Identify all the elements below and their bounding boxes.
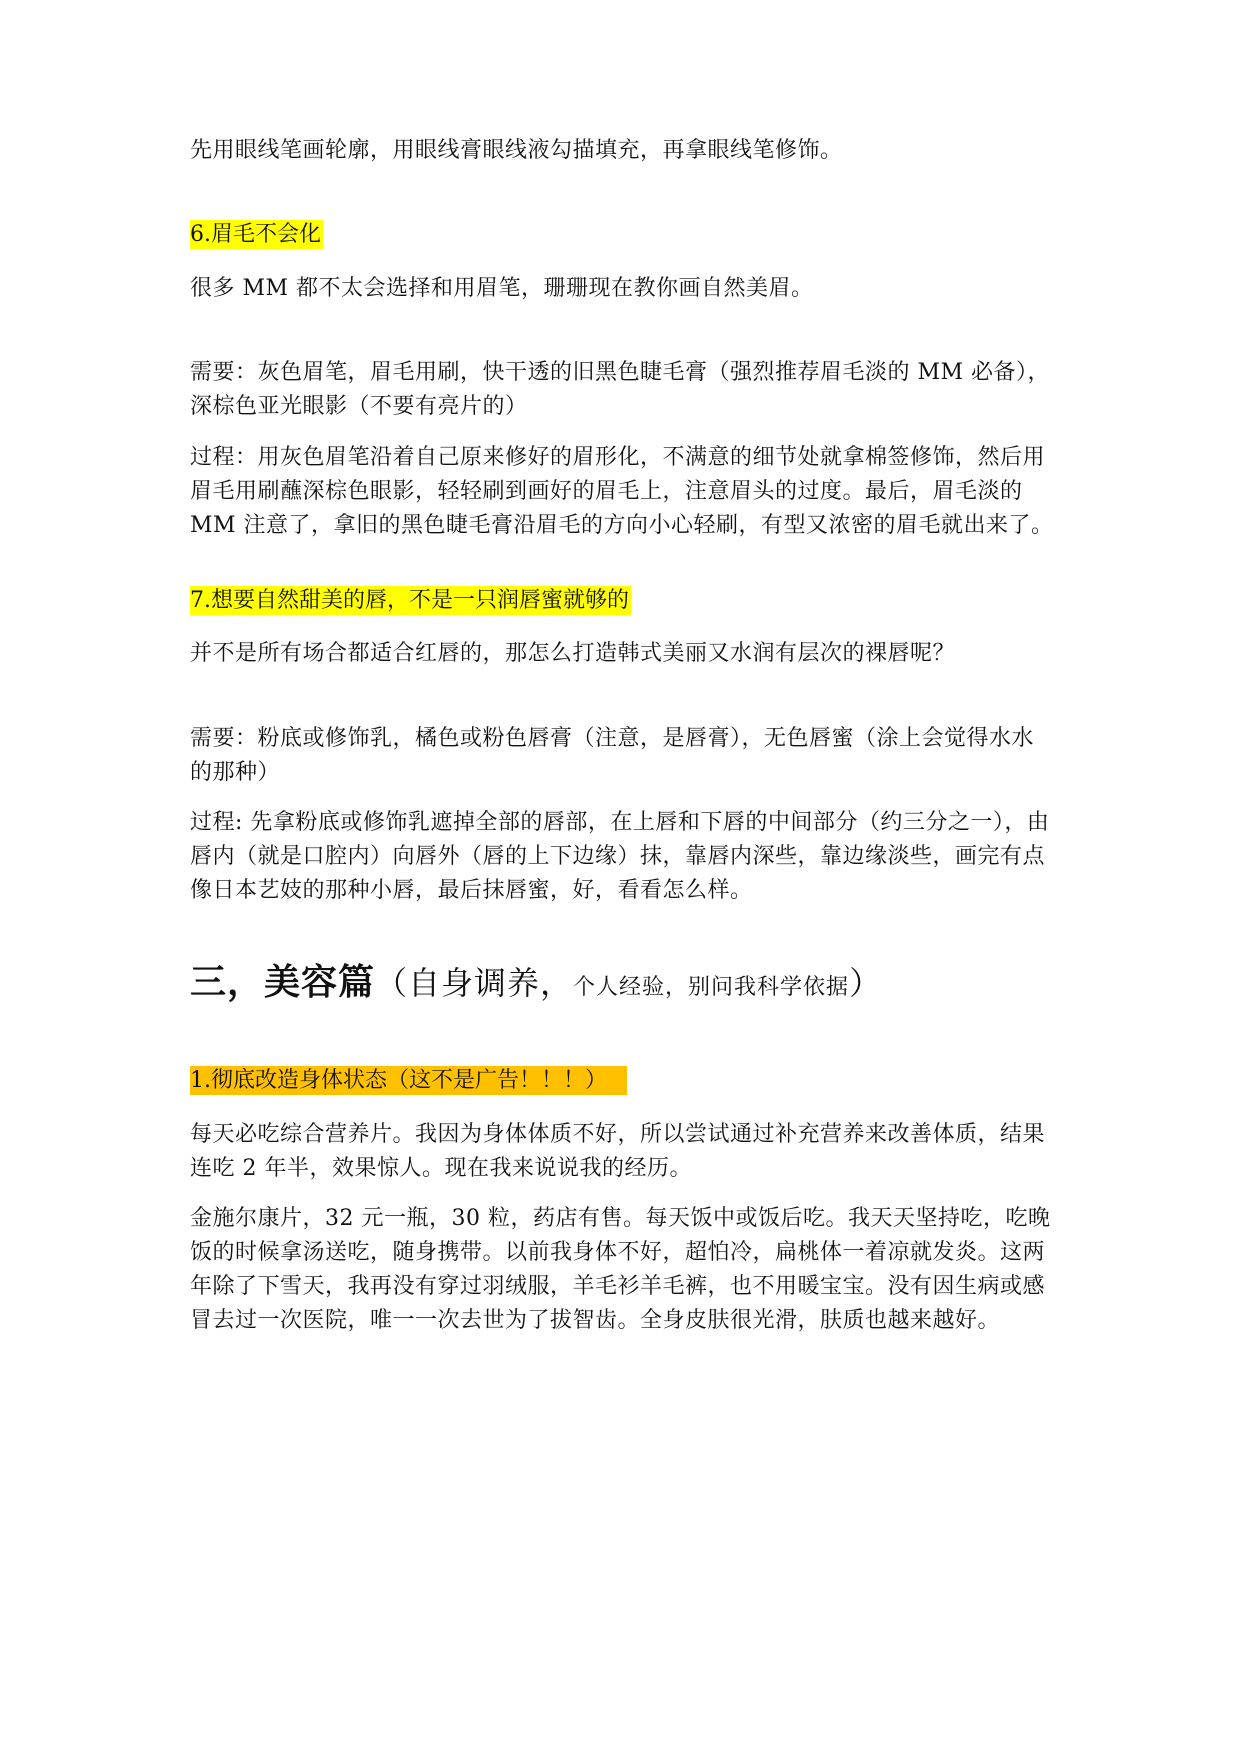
section-title-paren-close: ） <box>849 964 883 1002</box>
heading-body-state <box>190 1064 1055 1098</box>
section-title <box>190 958 1055 1012</box>
paragraph-brow-intro: 很多 MM 都不太会选择和用眉笔，珊珊现在教你画自然美眉。 <box>190 276 814 301</box>
paragraph-brow-process: 过程：用灰色眉笔沿着自己原来修好的眉形化，不满意的细节处就拿棉签修饰，然后用眉毛用刷蘸深棕色眼影，轻轻刷到画好的眉毛上，注意眉头的过度。最后，眉毛淡的 MM 注意了，拿旧的黑色睫毛膏沿眉毛的方向小心轻刷，有型又浓密的眉毛就出来了。 <box>190 445 1054 538</box>
heading-lips <box>190 584 1055 618</box>
paragraph-brow-needs: 需要：灰色眉笔，眉毛用刷，快干透的旧黑色睫毛膏（强烈推荐眉毛淡的 MM 必备），深棕色亚光眼影（不要有亮片的） <box>190 360 1051 419</box>
paragraph-vitamin-intro: 每天必吃综合营养片。我因为身体体质不好，所以尝试通过补充营养来改善体质，结果连吃 2 年半，效果惊人。现在我来说说我的经历。 <box>190 1122 1046 1181</box>
heading-lips-text: 7.想要自然甜美的唇，不是一只润唇蜜就够的 <box>190 588 629 613</box>
section-title-main: 三，美容篇 <box>190 961 376 1003</box>
paragraph-lip-intro: 并不是所有场合都适合红唇的，那怎么打造韩式美丽又水润有层次的裸唇呢？ <box>190 641 956 666</box>
paragraph-eyeliner: 先用眼线笔画轮廓，用眼线膏眼线液勾描填充，再拿眼线笔修饰。 <box>190 138 843 163</box>
paragraph-lip-process: 过程: 先拿粉底或修饰乳遮掉全部的唇部，在上唇和下唇的中间部分（约三分之一），由唇内（就是口腔内）向唇外（唇的上下边缘）抹，靠唇内深些，靠边缘淡些，画完有点像日本艺妓的那种小唇，最后抹唇蜜，好，看看怎么样。 <box>190 810 1050 903</box>
heading-body-state-text: 1.彻底改造身体状态（这不是广告！！！） <box>190 1066 627 1095</box>
section-title-sub-large: 自身调养， <box>408 964 574 1002</box>
paragraph-lip-needs: 需要：粉底或修饰乳，橘色或粉色唇膏（注意，是唇膏），无色唇蜜（涂上会觉得水水的那种） <box>190 726 1035 785</box>
heading-brows-text: 6.眉毛不会化 <box>190 222 321 247</box>
paragraph-vitamin-story: 金施尔康片，32 元一瓶，30 粒，药店有售。每天饭中或饭后吃。我天天坚持吃，吃晚饭的时候拿汤送吃，随身携带。以前我身体不好，超怕冷，扁桃体一着凉就发炎。这两年除了下雪天，我再没有穿过羽绒服，羊毛衫羊毛裤，也不用暖宝宝。没有因生病或感冒去过一次医院，唯一一次去世为了拔智齿。全身皮肤很光滑，肤质也越来越好。 <box>190 1206 1051 1333</box>
section-title-paren-open: （ <box>375 964 409 1002</box>
heading-brows <box>190 218 1055 252</box>
section-title-sub-small: 个人经验，别问我科学依据 <box>573 975 850 1000</box>
